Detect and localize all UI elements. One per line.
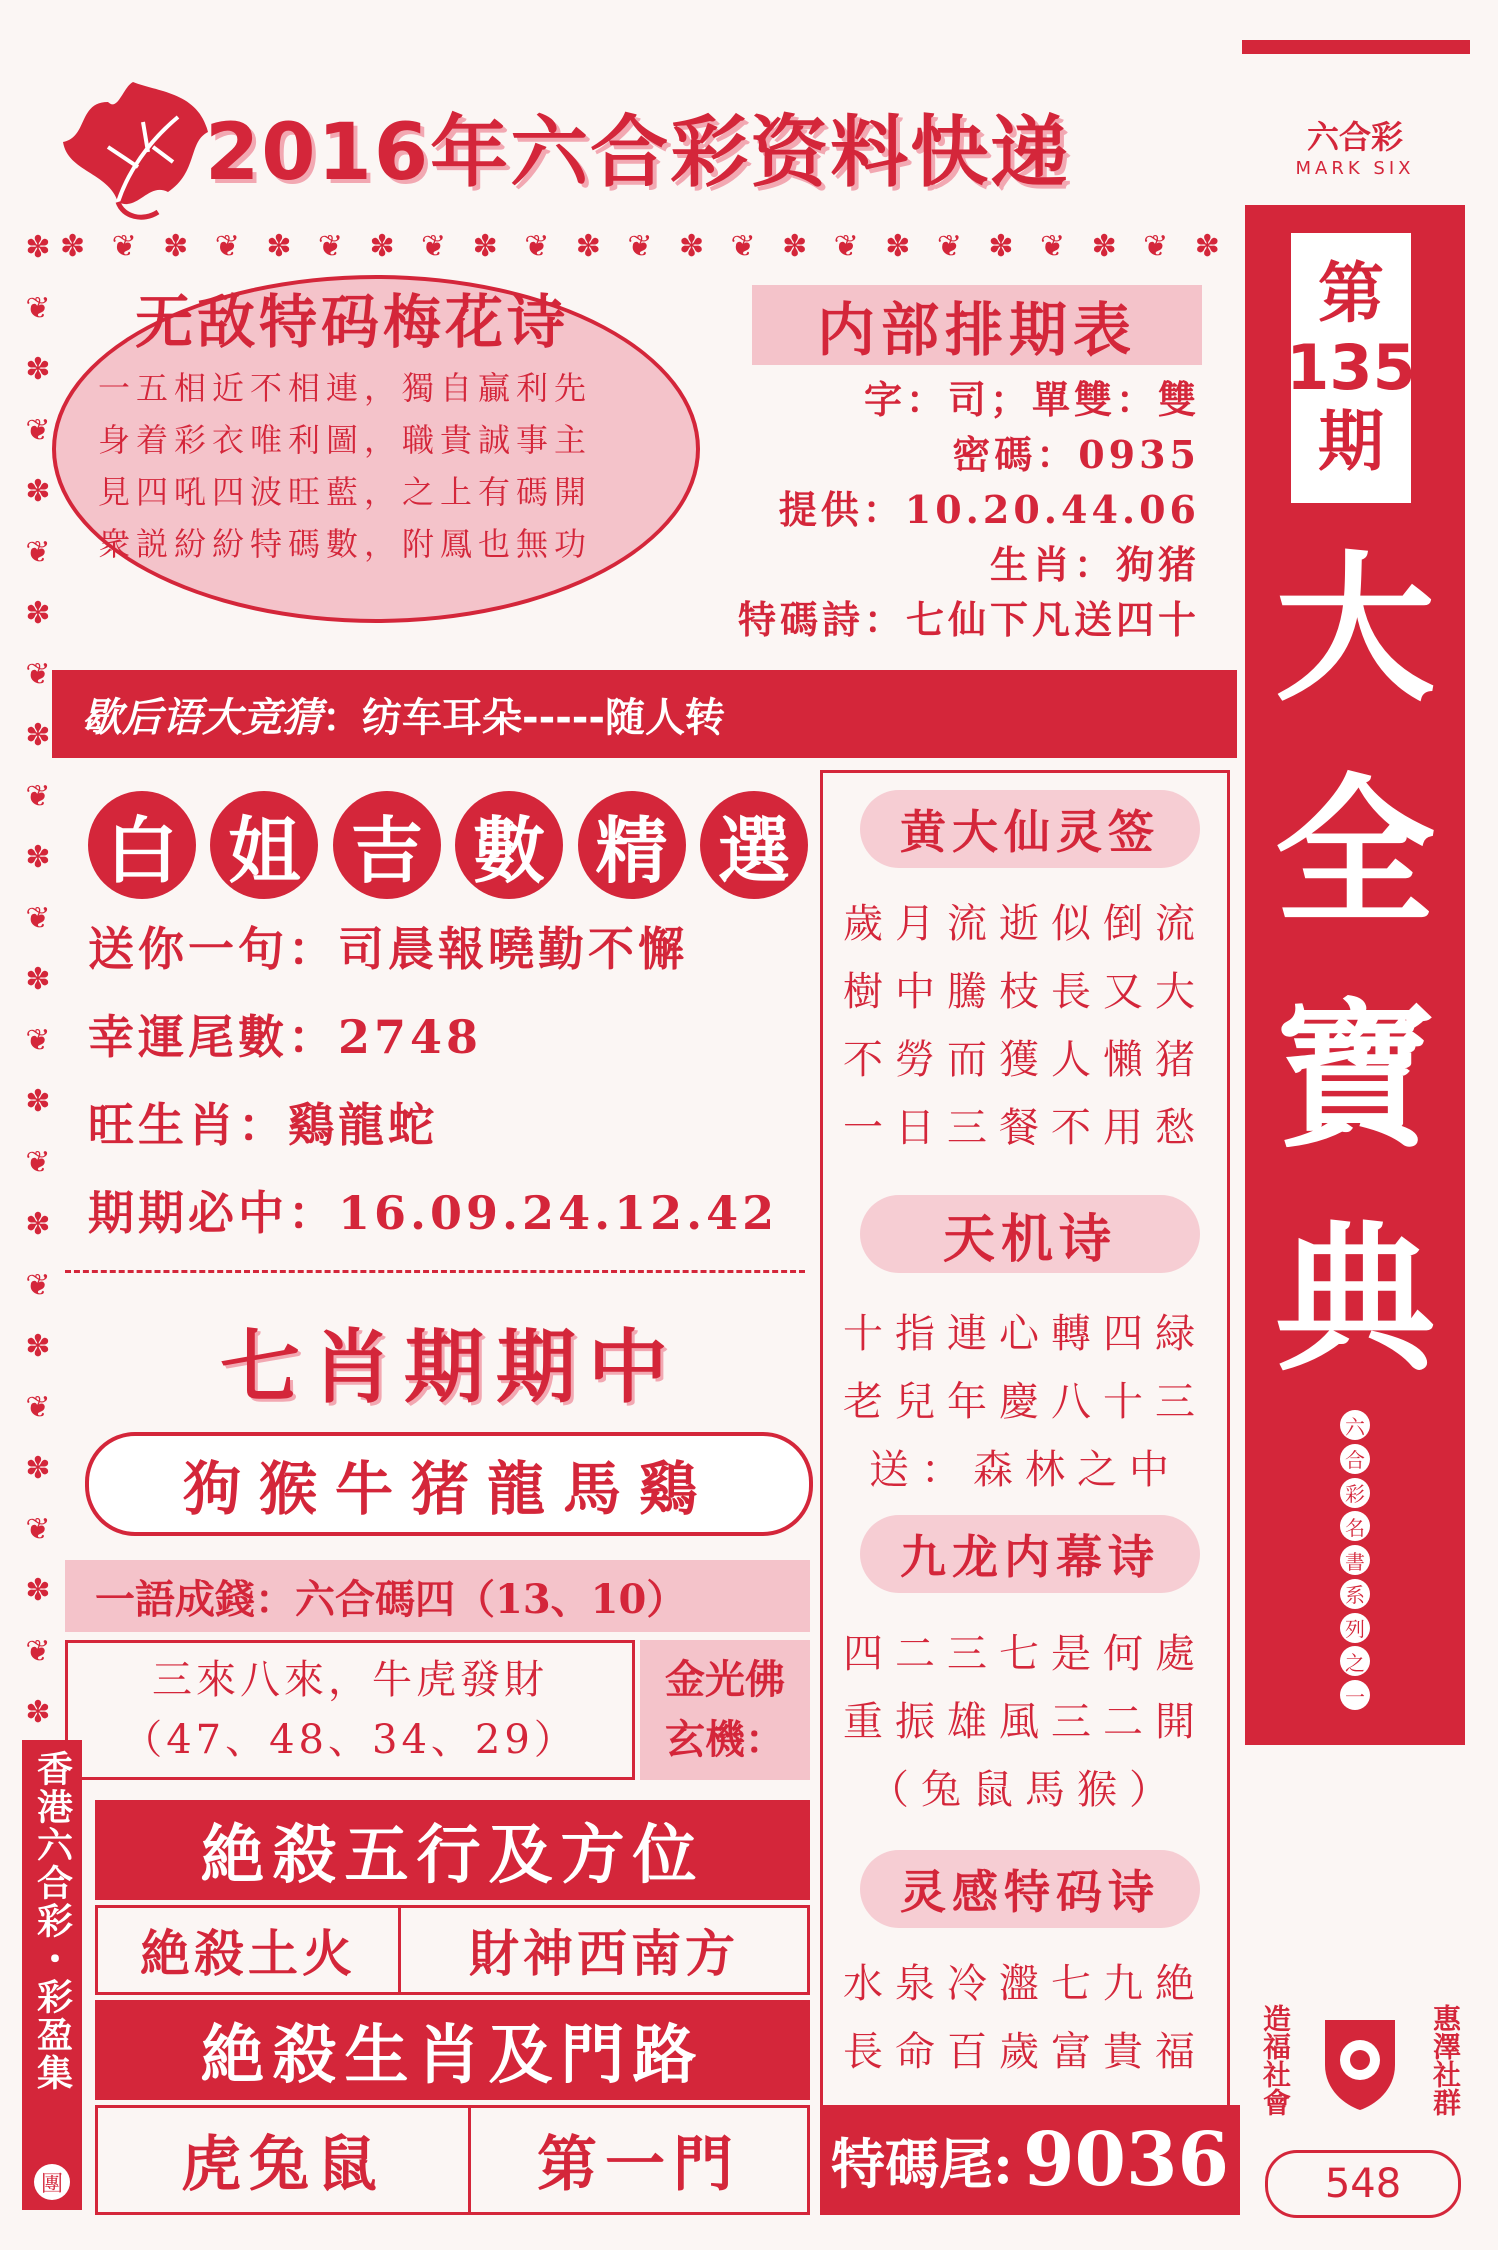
kill-cell xyxy=(471,2108,807,2212)
mark-six-logo xyxy=(1250,100,1460,190)
tail-label: 特碼尾: xyxy=(831,2131,1013,2196)
issue-suffix: 期 xyxy=(1318,403,1384,480)
tianji-title-text: 天机诗 xyxy=(942,1208,1117,1270)
series-char: 名 xyxy=(1340,1511,1370,1541)
tianji-title xyxy=(860,1195,1200,1273)
jiulong-line: 重振雄風三二開 xyxy=(843,1699,1207,1745)
seven-animals-box xyxy=(85,1432,813,1536)
left-vertical-text: 香港六合彩・彩盈集 xyxy=(31,1750,73,2092)
huang-line: 不勞而獲人懶猪 xyxy=(843,1037,1207,1083)
series-char: 一 xyxy=(1340,1680,1370,1710)
plum-poem-line: 身着彩衣唯利圖，職貴誠事主 xyxy=(98,421,593,459)
linggan-line: 長命百歲富貴福 xyxy=(843,2029,1207,2075)
buddha-label-box xyxy=(640,1640,810,1780)
logo-text: 六合彩 xyxy=(1306,117,1403,156)
decorative-border-top: ✽ ❦ ✽ ❦ ✽ ❦ ✽ ❦ ✽ ❦ ✽ ❦ ✽ ❦ ✽ ❦ ✽ ❦ ✽ ❦ ✽ ❦ ✽ xyxy=(60,228,1220,264)
series-char: 列 xyxy=(1340,1613,1370,1643)
seven-title: 七肖期期中 xyxy=(220,1319,680,1414)
issue-number: 135 xyxy=(1286,331,1416,404)
tianji-line: 送：森林之中 xyxy=(869,1447,1181,1493)
tianji-line: 老兒年慶八十三 xyxy=(843,1379,1207,1425)
plum-poem-line: 衆説紛紛特碼數，附鳳也無功 xyxy=(98,525,593,563)
buddha-line1: 三來八來，牛虎發財 xyxy=(152,1657,548,1703)
plum-poem-line: 一五相近不相連，獨自贏利先 xyxy=(98,369,593,407)
jiulong-lines xyxy=(835,1620,1215,1824)
side-title-char: 典 xyxy=(1274,1205,1435,1393)
baijie-line: 旺生肖：鷄龍蛇 xyxy=(88,1098,438,1152)
side-title-char: 全 xyxy=(1274,759,1435,947)
baijie-lines xyxy=(88,905,808,1257)
riddle-text: ：纺车耳朵-----随人转 xyxy=(322,694,726,741)
kill-cell-text: 財神西南方 xyxy=(469,1924,739,1983)
kill-title1: 絶殺五行及方位 xyxy=(200,1818,705,1893)
seven-animals: 狗猴牛猪龍馬鷄 xyxy=(182,1455,715,1523)
buddha-label1: 金光佛 xyxy=(665,1656,785,1703)
plum-poem-lines xyxy=(98,362,658,570)
jiulong-line: （兔鼠馬猴） xyxy=(869,1767,1181,1813)
dashed-divider xyxy=(65,1270,805,1273)
series-char: 彩 xyxy=(1340,1478,1370,1508)
baijie-char: 白 xyxy=(88,791,196,899)
plum-poem-line: 見四吼四波旺藍，之上有碼開 xyxy=(98,473,593,511)
plum-poem-title: 无敌特码梅花诗 xyxy=(135,288,570,356)
logo-sub-text: MARK SIX xyxy=(1295,157,1415,179)
issue-box xyxy=(1288,230,1414,506)
riddle-bar xyxy=(52,670,1237,758)
kill-cell-text: 虎兔鼠 xyxy=(181,2130,385,2200)
decorative-border-left: ✽ ❦ ✽ ❦ ✽ ❦ ✽ ❦ ✽ ❦ ✽ ❦ ✽ ❦ ✽ ❦ ✽ ❦ ✽ ❦ ✽ ❦ ✽ ❦ ✽ xyxy=(25,230,51,1730)
kill-cell xyxy=(98,2108,471,2212)
jiulong-line: 四二三七是何處 xyxy=(843,1631,1207,1677)
baijie-line: 幸運尾數：2748 xyxy=(88,1010,483,1064)
schedule-title: 内部排期表 xyxy=(816,296,1137,364)
kill-row1 xyxy=(95,1905,810,1995)
left-vertical-strip xyxy=(22,1740,82,2210)
schedule-line: 生肖：狗猪 xyxy=(989,542,1200,587)
kill-row2 xyxy=(95,2105,810,2215)
kill-cell xyxy=(401,1908,807,1992)
buddha-label2: 玄機： xyxy=(665,1716,785,1763)
huang-line: 樹中騰枝長又大 xyxy=(843,969,1207,1015)
one-word-text: 一語成錢：六合碼四（13、10） xyxy=(95,1575,687,1623)
riddle-label: 歇后语大竞猜 xyxy=(82,693,322,741)
linggan-title-text: 灵感特码诗 xyxy=(900,1865,1160,1919)
baijie-char: 姐 xyxy=(210,791,318,899)
top-right-bar xyxy=(1242,40,1470,54)
series-char: 六 xyxy=(1340,1410,1370,1440)
seven-title-box xyxy=(180,1305,720,1415)
series-label xyxy=(1325,1410,1385,1710)
kill-title2-box xyxy=(95,2000,810,2100)
jiulong-title-text: 九龙内幕诗 xyxy=(900,1530,1160,1584)
charity-left-text: 造福社會 xyxy=(1259,2004,1292,2116)
baijie-title-row xyxy=(88,785,808,905)
schedule-lines xyxy=(640,372,1200,647)
emblem-icon xyxy=(1315,2005,1405,2115)
huang-lines xyxy=(835,890,1215,1162)
left-vertical-badge: 團 xyxy=(34,2164,70,2200)
linggan-line: 水泉冷瀊七九絶 xyxy=(843,1961,1207,2007)
baijie-char: 吉 xyxy=(333,791,441,899)
huang-line: 一日三餐不用愁 xyxy=(843,1105,1207,1151)
page-number-badge xyxy=(1265,2150,1461,2218)
page-title: 2016年六合彩资料快递 xyxy=(205,108,1071,198)
schedule-line: 特碼詩：七仙下凡送四十 xyxy=(737,597,1200,642)
one-word-bar xyxy=(65,1560,810,1632)
series-char: 系 xyxy=(1340,1579,1370,1609)
side-title-char: 大 xyxy=(1274,536,1435,723)
tail-number-bar xyxy=(820,2105,1240,2215)
linggan-title xyxy=(860,1850,1200,1928)
schedule-title-box xyxy=(752,285,1202,365)
kill-title1-box xyxy=(95,1800,810,1900)
baijie-char: 精 xyxy=(578,791,686,899)
baijie-char: 數 xyxy=(455,791,563,899)
tianji-line: 十指連心轉四緑 xyxy=(843,1311,1207,1357)
jiulong-title xyxy=(860,1515,1200,1593)
series-char: 書 xyxy=(1340,1545,1370,1575)
issue-prefix: 第 xyxy=(1318,255,1384,332)
page-number: 548 xyxy=(1324,2161,1402,2207)
schedule-line: 密碼：0935 xyxy=(952,432,1200,477)
kill-title2: 絶殺生肖及門路 xyxy=(200,2018,705,2093)
kill-cell-text: 絶殺土火 xyxy=(140,1924,356,1983)
baijie-char: 選 xyxy=(700,791,808,899)
side-title xyxy=(1265,530,1445,1400)
kill-cell xyxy=(98,1908,401,1992)
schedule-line: 提供：10.20.44.06 xyxy=(778,487,1200,532)
charity-block xyxy=(1255,1985,1465,2135)
buddha-box xyxy=(65,1640,635,1780)
series-char: 之 xyxy=(1340,1646,1370,1676)
kill-cell-text: 第一門 xyxy=(537,2130,741,2200)
baijie-line: 期期必中：16.09.24.12.42 xyxy=(88,1186,779,1240)
huang-title xyxy=(860,790,1200,868)
charity-right-text: 惠澤社群 xyxy=(1429,2004,1462,2116)
leaf-icon xyxy=(48,62,218,232)
huang-line: 歲月流逝似倒流 xyxy=(843,901,1207,947)
huang-title-text: 黄大仙灵签 xyxy=(900,805,1160,859)
baijie-line: 送你一句：司晨報曉勤不懈 xyxy=(88,922,688,976)
side-title-char: 寶 xyxy=(1274,982,1435,1170)
schedule-line: 字：司；單雙：雙 xyxy=(863,377,1200,422)
series-char: 合 xyxy=(1340,1444,1370,1474)
linggan-lines xyxy=(835,1950,1215,2086)
tail-value: 9036 xyxy=(1022,2117,1229,2203)
buddha-line2: （47、48、34、29） xyxy=(122,1717,578,1763)
tianji-lines xyxy=(835,1300,1215,1504)
